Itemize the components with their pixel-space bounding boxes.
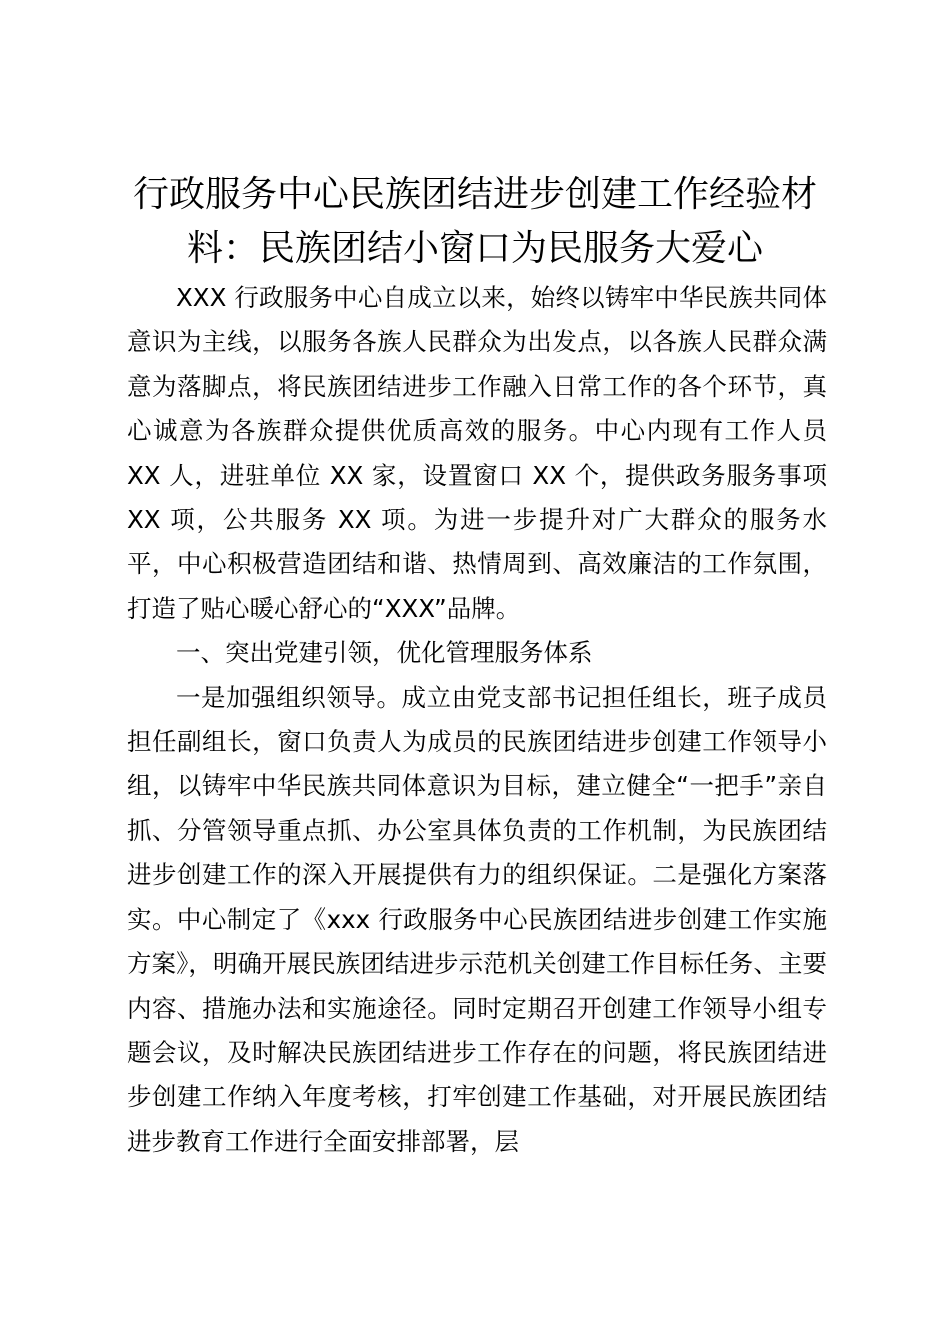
- document-title: 行政服务中心民族团结进步创建工作经验材料：民族团结小窗口为民服务大爱心: [132, 174, 817, 269]
- body-paragraph: 一是加强组织领导。成立由党支部书记担任组长，班子成员担任副组长，窗口负责人为成员的民族团结进步创建工作领导小组，以铸牢中华民族共同体意识为目标，建立健全“一把手”亲自抓、分管领导重点抓、办公室具体负责的工作机制，为民族团结进步创建工作的深入开展提供有力的组织保证。二是强化方案落实。中心制定了《xxx 行政服务中心民族团结进步创建工作实施方案》，明确开展民族团结进步示范机关创建工作目标任务、主要内容、措施办法和实施途径。同时定期召开创建工作领导小组专题会议，及时解决民族团结进步工作存在的问题，将民族团结进步创建工作纳入年度考核，打牢创建工作基础，对开展民族团结进步教育工作进行全面安排部署，层: [127, 682, 827, 1156]
- section-heading: 一、突出党建引领，优化管理服务体系: [176, 638, 593, 668]
- intro-paragraph: XXX 行政服务中心自成立以来，始终以铸牢中华民族共同体意识为主线，以服务各族人民群众为出发点，以各族人民群众满意为落脚点，将民族团结进步工作融入日常工作的各个环节，真心诚意为各族群众提供优质高效的服务。中心内现有工作人员 XX 人，进驻单位 XX 家，设置窗口 XX 个，提供政务服务事项 XX 项，公共服务 XX 项。为进一步提升对广大群众的服务水平，中心积极营造团结和谐、热情周到、高效廉洁的工作氛围，打造了贴心暖心舒心的“XXX”品牌。: [127, 283, 827, 623]
- document-body: [127, 276, 827, 1164]
